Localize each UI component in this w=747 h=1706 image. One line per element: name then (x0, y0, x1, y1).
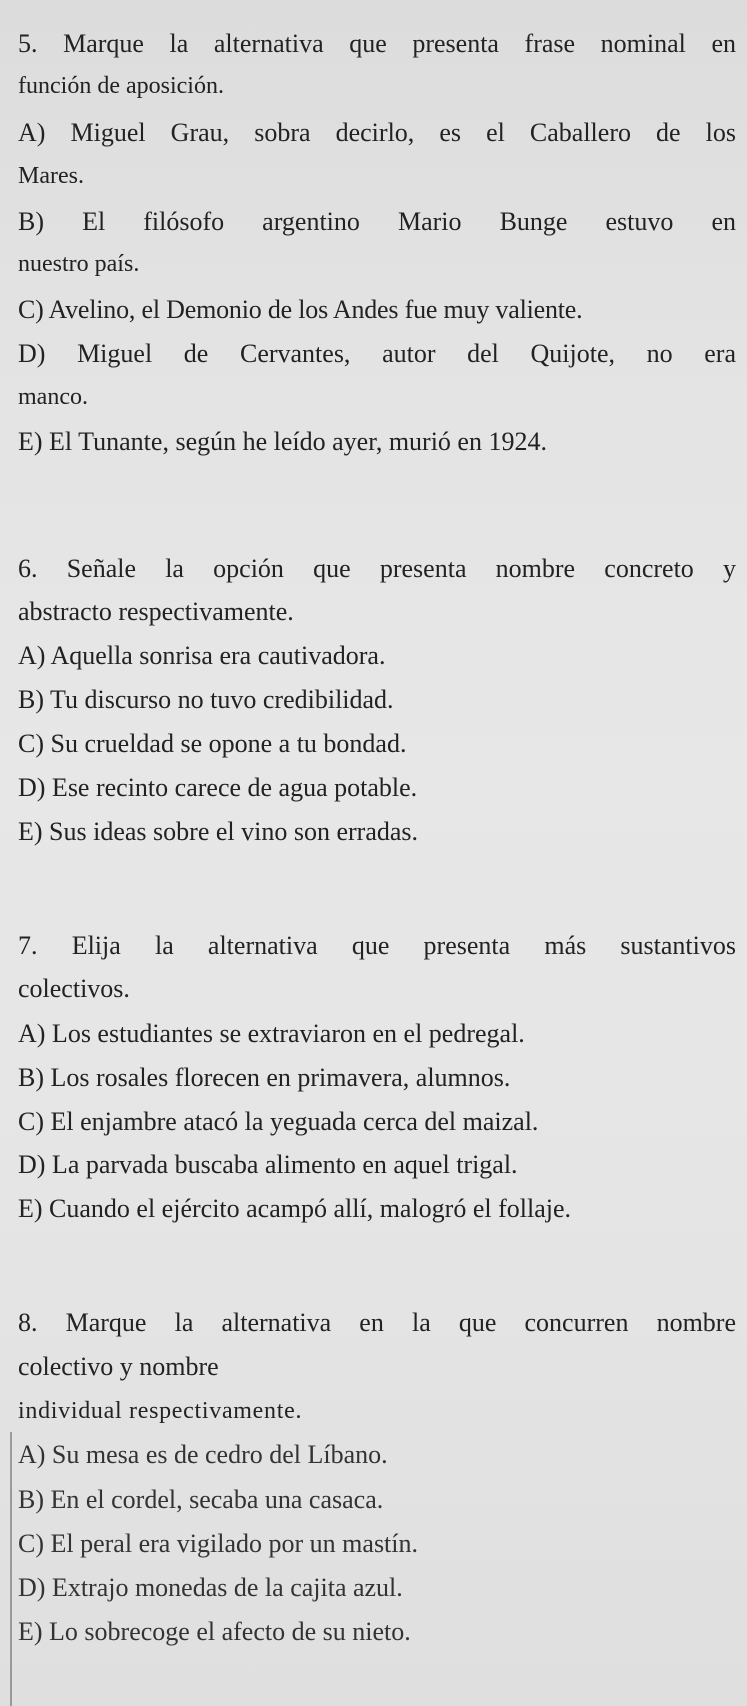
question-8-option-e: E) Lo sobrecoge el afecto de su nieto. (18, 1617, 411, 1646)
question-5-option-d-continuation: manco. (18, 384, 88, 410)
question-5-option-e: E) El Tunante, según he leído ayer, murió en 1924. (18, 427, 547, 456)
question-5-option-c: C) Avelino, el Demonio de los Andes fue muy valiente. (18, 295, 583, 324)
question-5-option-b-continuation: nuestro país. (18, 251, 140, 277)
question-5-option-a: A) Miguel Grau, sobra decirlo, es el Caballero de los (18, 118, 736, 147)
question-8-option-d: D) Extrajo monedas de la cajita azul. (18, 1573, 403, 1602)
question-7-option-d: D) La parvada buscaba alimento en aquel trigal. (18, 1150, 518, 1179)
question-5-option-d: D) Miguel de Cervantes, autor del Quijote, no era (18, 339, 736, 368)
question-8-option-b: B) En el cordel, secaba una casaca. (18, 1485, 384, 1514)
question-6-option-c: C) Su crueldad se opone a tu bondad. (18, 729, 407, 758)
question-6-option-e: E) Sus ideas sobre el vino son erradas. (18, 817, 419, 846)
question-6-option-d: D) Ese recinto carece de agua potable. (18, 773, 418, 802)
question-6-option-b: B) Tu discurso no tuvo credibilidad. (18, 685, 394, 714)
question-7-option-e: E) Cuando el ejército acampó allí, malogró el follaje. (18, 1194, 572, 1223)
question-7-option-b: B) Los rosales florecen en primavera, alumnos. (18, 1063, 511, 1092)
question-7-line-2: colectivos. (18, 974, 130, 1003)
question-8-line-3: individual respectivamente. (18, 1398, 303, 1424)
question-5-line-1: 5. Marque la alternativa que presenta frase nominal en (18, 29, 736, 58)
question-5-option-b: B) El filósofo argentino Mario Bunge estuvo en (18, 207, 736, 236)
question-5-option-a-continuation: Mares. (18, 163, 84, 189)
question-5-line-2: función de aposición. (18, 73, 224, 99)
question-8-option-c: C) El peral era vigilado por un mastín. (18, 1529, 419, 1558)
question-6-line-2: abstracto respectivamente. (18, 597, 294, 626)
question-6-line-1: 6. Señale la opción que presenta nombre concreto y (18, 554, 736, 583)
question-6-option-a: A) Aquella sonrisa era cautivadora. (18, 641, 386, 670)
question-8-line-2: colectivo y nombre (18, 1352, 219, 1381)
question-7-option-c: C) El enjambre atacó la yeguada cerca del maizal. (18, 1107, 539, 1136)
question-7-option-a: A) Los estudiantes se extraviaron en el pedregal. (18, 1019, 525, 1048)
question-8-option-a: A) Su mesa es de cedro del Líbano. (18, 1440, 388, 1469)
page-edge-line (10, 1432, 12, 1706)
question-8-line-1: 8. Marque la alternativa en la que concurren nombre (18, 1308, 736, 1337)
question-7-line-1: 7. Elija la alternativa que presenta más sustantivos (18, 931, 736, 960)
